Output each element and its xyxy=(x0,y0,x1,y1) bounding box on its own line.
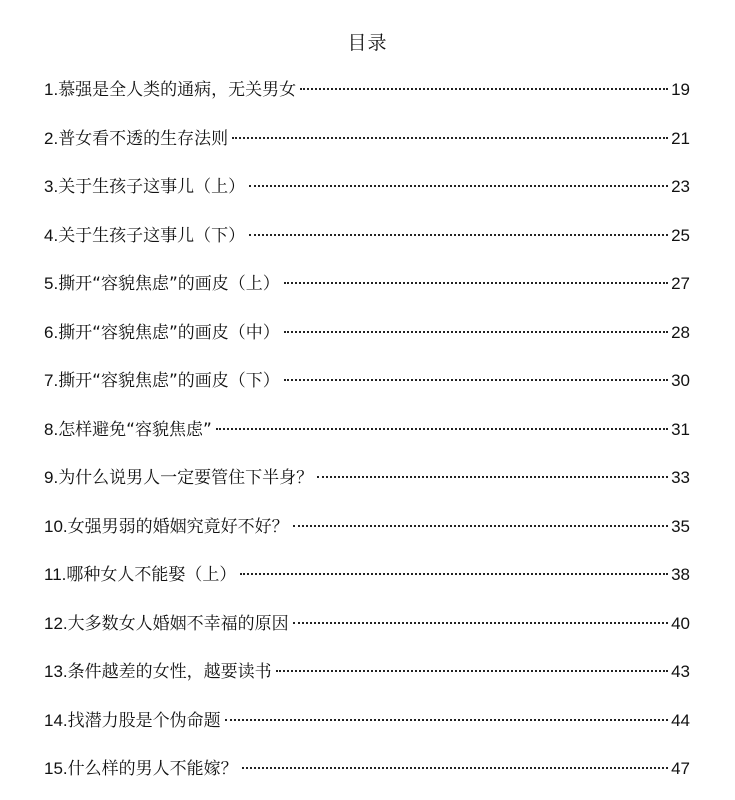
toc-entry[interactable] xyxy=(44,654,690,703)
dot-leader xyxy=(225,719,668,721)
toc-entry-title: 哪种女人不能娶（上） xyxy=(66,565,237,585)
toc-entry-page: 25 xyxy=(671,225,690,245)
dot-leader xyxy=(284,331,668,333)
toc-entry-number: 1. xyxy=(44,80,59,99)
toc-entry-title: 女强男弱的婚姻究竟好不好？ xyxy=(67,516,289,537)
toc-entry[interactable] xyxy=(44,315,690,364)
dot-leader xyxy=(284,282,668,284)
toc-entry-number: 12. xyxy=(44,613,68,633)
toc-entry-number: 9. xyxy=(44,468,59,487)
toc-entry-number: 15. xyxy=(44,759,68,778)
toc-entry-title: 找潜力股是个伪命题 xyxy=(67,710,221,731)
toc-entry-page: 21 xyxy=(671,128,690,148)
toc-list xyxy=(44,72,690,800)
toc-entry-title: 为什么说男人一定要管住下半身？ xyxy=(58,468,314,488)
toc-entry-title: 关于生孩子这事儿（上） xyxy=(58,177,246,197)
toc-entry-number: 3. xyxy=(44,177,59,196)
toc-entry[interactable] xyxy=(44,363,690,412)
toc-entry-number: 14. xyxy=(44,710,68,730)
toc-entry[interactable] xyxy=(44,266,690,315)
toc-entry-number: 6. xyxy=(44,322,59,342)
toc-entry[interactable] xyxy=(44,703,690,752)
toc-entry-title: 条件越差的女性，越要读书 xyxy=(67,662,272,682)
toc-entry-page: 38 xyxy=(671,565,690,584)
toc-title: 目录 xyxy=(347,32,388,54)
toc-entry-number: 8. xyxy=(44,419,59,439)
toc-entry-number: 13. xyxy=(44,662,68,681)
toc-entry[interactable] xyxy=(44,169,690,218)
dot-leader xyxy=(232,137,668,139)
toc-entry-page: 23 xyxy=(671,177,690,196)
dot-leader xyxy=(249,234,668,236)
toc-entry-number: 4. xyxy=(44,225,59,245)
toc-entry-page: 35 xyxy=(671,516,690,536)
dot-leader xyxy=(300,88,668,90)
dot-leader xyxy=(293,622,668,624)
toc-entry-title: 撕开“容貌焦虑”的画皮（上） xyxy=(58,274,280,294)
dot-leader xyxy=(242,767,668,769)
toc-entry-title: 关于生孩子这事儿（下） xyxy=(58,225,246,246)
toc-entry-title: 大多数女人婚姻不幸福的原因 xyxy=(67,613,289,634)
dot-leader xyxy=(276,670,668,672)
toc-entry-page: 27 xyxy=(671,274,690,293)
toc-entry-page: 33 xyxy=(671,468,690,487)
toc-entry-number: 5. xyxy=(44,274,59,293)
toc-entry[interactable] xyxy=(44,412,690,461)
toc-entry[interactable] xyxy=(44,460,690,509)
toc-entry-title: 普女看不透的生存法则 xyxy=(58,128,229,149)
toc-entry[interactable] xyxy=(44,509,690,558)
toc-entry-page: 31 xyxy=(671,419,690,439)
toc-entry-page: 28 xyxy=(671,322,690,342)
toc-entry[interactable] xyxy=(44,72,690,121)
toc-entry-page: 40 xyxy=(671,613,690,633)
toc-entry[interactable] xyxy=(44,218,690,267)
toc-entry[interactable] xyxy=(44,751,690,800)
dot-leader xyxy=(249,185,668,187)
toc-entry[interactable] xyxy=(44,557,690,606)
toc-entry-page: 19 xyxy=(671,80,690,99)
toc-entry-page: 43 xyxy=(671,662,690,681)
dot-leader xyxy=(216,428,668,430)
dot-leader xyxy=(284,379,668,381)
toc-entry-page: 47 xyxy=(671,759,690,778)
toc-entry-title: 撕开“容貌焦虑”的画皮（下） xyxy=(58,371,280,391)
toc-entry-number: 2. xyxy=(44,128,59,148)
toc-entry-title: 撕开“容貌焦虑”的画皮（中） xyxy=(58,322,280,343)
dot-leader xyxy=(293,525,668,527)
toc-entry-number: 10. xyxy=(44,516,68,536)
toc-entry-page: 30 xyxy=(671,371,690,390)
toc-entry[interactable] xyxy=(44,606,690,655)
dot-leader xyxy=(317,476,668,478)
toc-entry-page: 44 xyxy=(671,710,690,730)
toc-entry-title: 什么样的男人不能嫁？ xyxy=(67,759,238,779)
dot-leader xyxy=(240,573,668,575)
toc-entry-title: 慕强是全人类的通病，无关男女 xyxy=(58,80,297,100)
toc-entry-number: 11. xyxy=(44,565,67,584)
toc-entry-number: 7. xyxy=(44,371,59,390)
toc-entry[interactable] xyxy=(44,121,690,170)
toc-entry-title: 怎样避免“容貌焦虑” xyxy=(58,419,212,440)
